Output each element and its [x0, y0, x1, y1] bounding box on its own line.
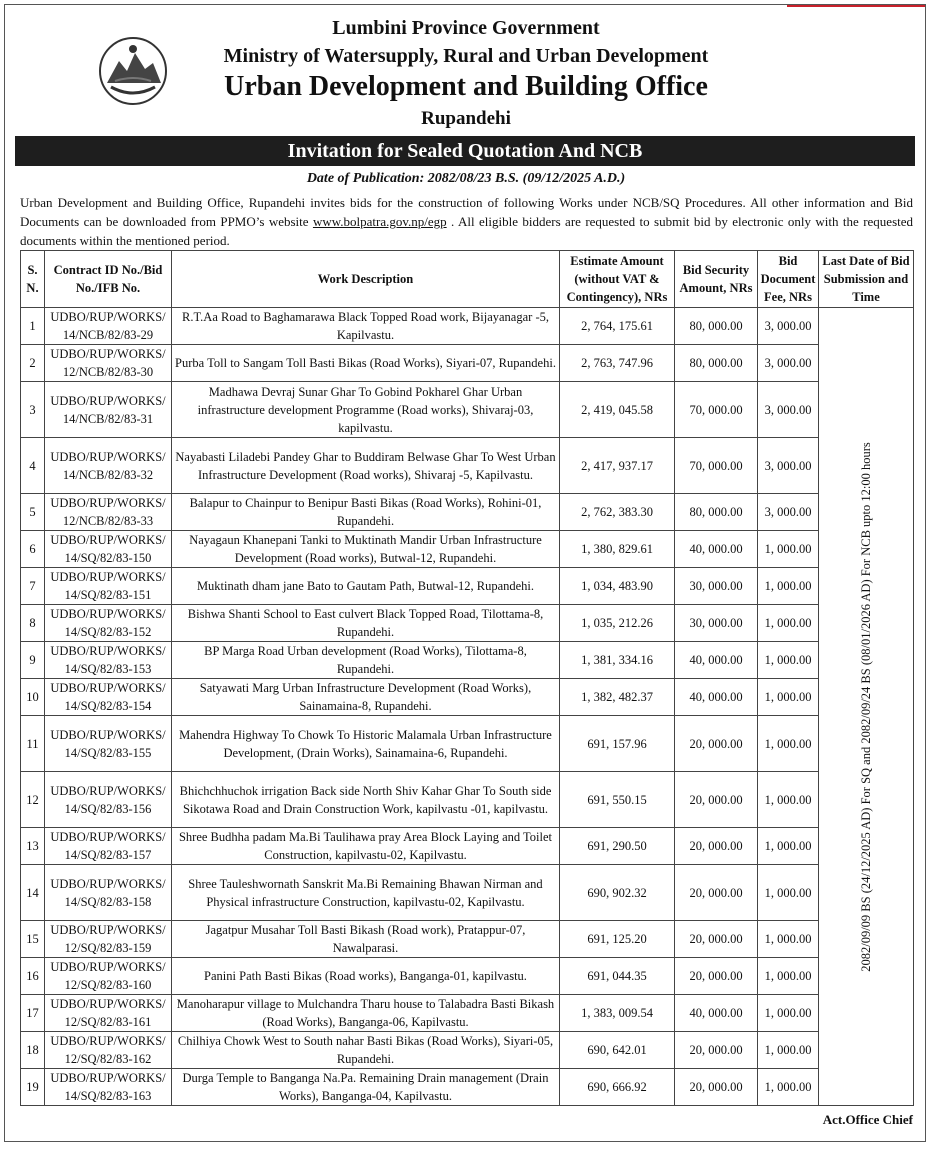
bids-table: [20, 250, 914, 1106]
row-work-description: Satyawati Marg Urban Infrastructure Development (Road Works), Sainamaina-8, Rupandehi.: [172, 679, 560, 716]
row-estimate-amount: 691, 125.20: [560, 921, 675, 958]
row-sn: 17: [21, 995, 45, 1032]
contract-id-line-1: UDBO/RUP/WORKS/: [50, 783, 166, 798]
row-contract-id: [45, 494, 172, 531]
header-last-date: Last Date of Bid Submission and Time: [819, 251, 914, 308]
row-estimate-amount: 1, 380, 829.61: [560, 531, 675, 568]
row-bid-security: 70, 000.00: [675, 438, 758, 494]
row-estimate-amount: 691, 550.15: [560, 772, 675, 828]
row-document-fee: 1, 000.00: [758, 865, 819, 921]
contract-id-line-2: 12/SQ/82/83-160: [64, 978, 152, 992]
row-sn: 16: [21, 958, 45, 995]
header-work-description: Work Description: [172, 251, 560, 308]
row-bid-security: 80, 000.00: [675, 308, 758, 345]
row-contract-id: [45, 1032, 172, 1069]
contract-id-line-2: 12/NCB/82/83-33: [62, 514, 154, 528]
contract-id-line-1: UDBO/RUP/WORKS/: [50, 1071, 166, 1085]
contract-id-line-2: 14/SQ/82/83-155: [64, 745, 152, 760]
table-row: [21, 642, 914, 679]
table-row: [21, 568, 914, 605]
row-contract-id: [45, 345, 172, 382]
row-estimate-amount: 691, 157.96: [560, 716, 675, 772]
contract-id-line-2: 14/SQ/82/83-163: [64, 1089, 152, 1103]
contract-id-line-1: UDBO/RUP/WORKS/: [50, 923, 166, 937]
row-estimate-amount: 1, 035, 212.26: [560, 605, 675, 642]
row-estimate-amount: 691, 290.50: [560, 828, 675, 865]
row-document-fee: 1, 000.00: [758, 995, 819, 1032]
row-bid-security: 20, 000.00: [675, 828, 758, 865]
table-row: [21, 382, 914, 438]
contract-id-line-1: UDBO/RUP/WORKS/: [50, 644, 166, 658]
row-document-fee: 1, 000.00: [758, 531, 819, 568]
row-sn: 2: [21, 345, 45, 382]
contract-id-line-2: 12/SQ/82/83-161: [64, 1015, 152, 1029]
row-sn: 9: [21, 642, 45, 679]
last-date-cell: [819, 308, 914, 1106]
contract-id-line-1: UDBO/RUP/WORKS/: [50, 347, 166, 361]
row-contract-id: [45, 531, 172, 568]
contract-id-line-1: UDBO/RUP/WORKS/: [50, 997, 166, 1011]
intro-text-start: Urban Development and Building Office, Rupandehi invites bids for the construction of following Works under NCB/SQ Procedures. All other information and Bid Documents can be downloaded from PPMO’s website: [20, 195, 913, 229]
row-document-fee: 1, 000.00: [758, 1032, 819, 1069]
contract-id-line-2: 14/SQ/82/83-156: [64, 801, 152, 816]
row-contract-id: [45, 642, 172, 679]
row-document-fee: 1, 000.00: [758, 679, 819, 716]
office-name: Urban Development and Building Office: [224, 71, 708, 102]
row-work-description: Purba Toll to Sangam Toll Basti Bikas (Road Works), Siyari-07, Rupandehi.: [172, 345, 560, 382]
contract-id-line-2: 14/SQ/82/83-151: [64, 588, 152, 602]
row-document-fee: 1, 000.00: [758, 716, 819, 772]
row-sn: 19: [21, 1069, 45, 1106]
header-bid-security: Bid Security Amount, NRs: [675, 251, 758, 308]
contract-id-line-1: UDBO/RUP/WORKS/: [50, 727, 166, 742]
row-sn: 3: [21, 382, 45, 438]
row-document-fee: 3, 000.00: [758, 438, 819, 494]
row-sn: 18: [21, 1032, 45, 1069]
contract-id-line-2: 14/SQ/82/83-152: [64, 625, 152, 639]
row-work-description: BP Marga Road Urban development (Road Works), Tilottama-8, Rupandehi.: [172, 642, 560, 679]
table-row: [21, 679, 914, 716]
last-date-text: 2082/09/09 BS (24/12/2025 AD) For SQ and 2082/09/24 BS (08/01/2026 AD) For NCB upto 12:00 hours: [859, 441, 873, 972]
contract-id-line-1: UDBO/RUP/WORKS/: [50, 496, 166, 510]
notice-title-banner: Invitation for Sealed Quotation And NCB: [15, 136, 915, 166]
row-document-fee: 3, 000.00: [758, 308, 819, 345]
row-contract-id: [45, 716, 172, 772]
row-document-fee: 1, 000.00: [758, 828, 819, 865]
table-row: [21, 308, 914, 345]
row-bid-security: 70, 000.00: [675, 382, 758, 438]
notice-page: [4, 4, 926, 1142]
row-work-description: Shree Tauleshwornath Sanskrit Ma.Bi Remaining Bhawan Nirman and Physical infrastructure Construction, kapilvastu-02, Kapilvastu.: [172, 865, 560, 921]
table-row: [21, 921, 914, 958]
row-estimate-amount: 690, 642.01: [560, 1032, 675, 1069]
table-row: [21, 772, 914, 828]
publication-date: Date of Publication: 2082/08/23 B.S. (09/12/2025 A.D.): [306, 171, 626, 186]
header-sn: S. N.: [21, 251, 45, 308]
row-sn: 10: [21, 679, 45, 716]
row-document-fee: 1, 000.00: [758, 958, 819, 995]
row-document-fee: 1, 000.00: [758, 605, 819, 642]
contract-id-line-1: UDBO/RUP/WORKS/: [50, 1034, 166, 1048]
table-header-row: [21, 251, 914, 308]
row-work-description: Jagatpur Musahar Toll Basti Bikash (Road work), Pratappur-07, Nawalparasi.: [172, 921, 560, 958]
intro-paragraph: [20, 193, 913, 250]
row-work-description: Nayagaun Khanepani Tanki to Muktinath Mandir Urban Infrastructure Development (Road works), Butwal-12, Rupandehi.: [172, 531, 560, 568]
district-name: Rupandehi: [421, 108, 511, 129]
signature: Act.Office Chief: [822, 1112, 913, 1127]
row-estimate-amount: 1, 034, 483.90: [560, 568, 675, 605]
row-contract-id: [45, 605, 172, 642]
row-contract-id: [45, 568, 172, 605]
row-contract-id: [45, 995, 172, 1032]
row-estimate-amount: 690, 902.32: [560, 865, 675, 921]
row-bid-security: 20, 000.00: [675, 958, 758, 995]
table-row: [21, 828, 914, 865]
contract-id-line-1: UDBO/RUP/WORKS/: [50, 393, 166, 408]
contract-id-line-2: 12/SQ/82/83-159: [64, 941, 152, 955]
row-document-fee: 1, 000.00: [758, 772, 819, 828]
row-work-description: Mahendra Highway To Chowk To Historic Malamala Urban Infrastructure Development, (Drain Works), Sainamaina-6, Rupandehi.: [172, 716, 560, 772]
contract-id-line-2: 14/SQ/82/83-154: [64, 699, 152, 713]
row-document-fee: 3, 000.00: [758, 382, 819, 438]
row-document-fee: 1, 000.00: [758, 568, 819, 605]
ministry-name: Ministry of Watersupply, Rural and Urban Development: [223, 45, 709, 67]
table-row: [21, 605, 914, 642]
contract-id-line-2: 14/NCB/82/83-31: [62, 411, 154, 426]
row-work-description: Muktinath dham jane Bato to Gautam Path, Butwal-12, Rupandehi.: [172, 568, 560, 605]
row-sn: 11: [21, 716, 45, 772]
row-estimate-amount: 2, 762, 383.30: [560, 494, 675, 531]
row-estimate-amount: 2, 764, 175.61: [560, 308, 675, 345]
row-bid-security: 20, 000.00: [675, 772, 758, 828]
row-work-description: Manoharapur village to Mulchandra Tharu house to Talabadra Basti Bikash (Road Works), Banganga-06, Kapilvastu.: [172, 995, 560, 1032]
row-contract-id: [45, 828, 172, 865]
row-bid-security: 40, 000.00: [675, 642, 758, 679]
table-row: [21, 438, 914, 494]
row-estimate-amount: 2, 419, 045.58: [560, 382, 675, 438]
row-contract-id: [45, 772, 172, 828]
contract-id-line-2: 14/SQ/82/83-157: [64, 848, 152, 862]
contract-id-line-2: 12/NCB/82/83-30: [62, 365, 154, 379]
row-work-description: Shree Budhha padam Ma.Bi Taulihawa pray Area Block Laying and Toilet Construction, kapilvastu-02, Kapilvastu.: [172, 828, 560, 865]
header-estimate-amount: Estimate Amount (without VAT & Contingency), NRs: [560, 251, 675, 308]
row-document-fee: 3, 000.00: [758, 345, 819, 382]
contract-id-line-1: UDBO/RUP/WORKS/: [50, 830, 166, 844]
table-row: [21, 958, 914, 995]
row-bid-security: 30, 000.00: [675, 568, 758, 605]
row-contract-id: [45, 308, 172, 345]
row-sn: 6: [21, 531, 45, 568]
row-bid-security: 20, 000.00: [675, 716, 758, 772]
row-bid-security: 30, 000.00: [675, 605, 758, 642]
header-contract-id: Contract ID No./Bid No./IFB No.: [45, 251, 172, 308]
ppmo-website-link[interactable]: www.bolpatra.gov.np/egp: [312, 214, 447, 229]
row-document-fee: 1, 000.00: [758, 642, 819, 679]
row-sn: 7: [21, 568, 45, 605]
contract-id-line-1: UDBO/RUP/WORKS/: [50, 449, 166, 464]
province-name: Lumbini Province Government: [332, 17, 600, 39]
contract-id-line-1: UDBO/RUP/WORKS/: [50, 960, 166, 974]
row-bid-security: 20, 000.00: [675, 865, 758, 921]
row-bid-security: 20, 000.00: [675, 921, 758, 958]
row-contract-id: [45, 921, 172, 958]
top-accent-line: [787, 5, 925, 7]
row-contract-id: [45, 1069, 172, 1106]
table-row: [21, 1032, 914, 1069]
contract-id-line-1: UDBO/RUP/WORKS/: [50, 310, 166, 324]
row-sn: 1: [21, 308, 45, 345]
table-row: [21, 1069, 914, 1106]
row-contract-id: [45, 865, 172, 921]
row-contract-id: [45, 382, 172, 438]
row-work-description: Nayabasti Liladebi Pandey Ghar to Buddiram Belwase Ghar To West Urban Infrastructure Development (Road works), Shivaraj -5, Kapilvastu.: [172, 438, 560, 494]
row-sn: 13: [21, 828, 45, 865]
row-sn: 14: [21, 865, 45, 921]
row-estimate-amount: 690, 666.92: [560, 1069, 675, 1106]
row-work-description: Bishwa Shanti School to East culvert Black Topped Road, Tilottama-8, Rupandehi.: [172, 605, 560, 642]
table-row: [21, 865, 914, 921]
row-work-description: Durga Temple to Banganga Na.Pa. Remaining Drain management (Drain Works), Banganga-04, Kapilvastu.: [172, 1069, 560, 1106]
table-body: [21, 308, 914, 1106]
row-bid-security: 80, 000.00: [675, 494, 758, 531]
header-document-fee: Bid Document Fee, NRs: [758, 251, 819, 308]
row-sn: 12: [21, 772, 45, 828]
intro-text-end: . All eligible bidders are requested to submit bid by electronic only with the requested documents within the mentioned period.: [20, 214, 914, 248]
row-sn: 4: [21, 438, 45, 494]
row-bid-security: 40, 000.00: [675, 531, 758, 568]
row-bid-security: 20, 000.00: [675, 1032, 758, 1069]
row-document-fee: 1, 000.00: [758, 921, 819, 958]
row-bid-security: 80, 000.00: [675, 345, 758, 382]
table-row: [21, 995, 914, 1032]
row-estimate-amount: 1, 383, 009.54: [560, 995, 675, 1032]
row-work-description: Madhawa Devraj Sunar Ghar To Gobind Pokharel Ghar Urban infrastructure development Programme (Road works), Shivaraj-03, kapilvastu.: [172, 382, 560, 438]
contract-id-line-1: UDBO/RUP/WORKS/: [50, 533, 166, 547]
row-contract-id: [45, 679, 172, 716]
row-contract-id: [45, 958, 172, 995]
contract-id-line-2: 12/SQ/82/83-162: [64, 1052, 152, 1066]
row-work-description: Panini Path Basti Bikas (Road works), Banganga-01, kapilvastu.: [172, 958, 560, 995]
row-contract-id: [45, 438, 172, 494]
row-estimate-amount: 1, 381, 334.16: [560, 642, 675, 679]
row-estimate-amount: 2, 763, 747.96: [560, 345, 675, 382]
contract-id-line-2: 14/NCB/82/83-32: [62, 467, 154, 482]
table-row: [21, 494, 914, 531]
row-work-description: Bhichchhuchok irrigation Back side North Shiv Kahar Ghar To South side Sikotawa Road and Drain Construction Work, kapilvastu -01, kapilvastu.: [172, 772, 560, 828]
row-bid-security: 40, 000.00: [675, 995, 758, 1032]
row-work-description: Balapur to Chainpur to Benipur Basti Bikas (Road Works), Rohini-01, Rupandehi.: [172, 494, 560, 531]
row-work-description: R.T.Aa Road to Baghamarawa Black Topped Road work, Bijayanagar -5, Kapilvastu.: [172, 308, 560, 345]
row-estimate-amount: 691, 044.35: [560, 958, 675, 995]
row-sn: 8: [21, 605, 45, 642]
table-row: [21, 345, 914, 382]
row-estimate-amount: 2, 417, 937.17: [560, 438, 675, 494]
row-bid-security: 40, 000.00: [675, 679, 758, 716]
contract-id-line-2: 14/SQ/82/83-153: [64, 662, 152, 676]
contract-id-line-1: UDBO/RUP/WORKS/: [50, 570, 166, 584]
row-document-fee: 3, 000.00: [758, 494, 819, 531]
row-bid-security: 20, 000.00: [675, 1069, 758, 1106]
contract-id-line-2: 14/SQ/82/83-158: [64, 894, 152, 909]
contract-id-line-2: 14/NCB/82/83-29: [62, 328, 154, 342]
row-document-fee: 1, 000.00: [758, 1069, 819, 1106]
table-row: [21, 716, 914, 772]
contract-id-line-1: UDBO/RUP/WORKS/: [50, 876, 166, 891]
contract-id-line-2: 14/SQ/82/83-150: [64, 551, 152, 565]
contract-id-line-1: UDBO/RUP/WORKS/: [50, 681, 166, 695]
row-estimate-amount: 1, 382, 482.37: [560, 679, 675, 716]
row-sn: 5: [21, 494, 45, 531]
row-work-description: Chilhiya Chowk West to South nahar Basti Bikas (Road Works), Siyari-05, Rupandehi.: [172, 1032, 560, 1069]
table-row: [21, 531, 914, 568]
row-sn: 15: [21, 921, 45, 958]
contract-id-line-1: UDBO/RUP/WORKS/: [50, 607, 166, 621]
